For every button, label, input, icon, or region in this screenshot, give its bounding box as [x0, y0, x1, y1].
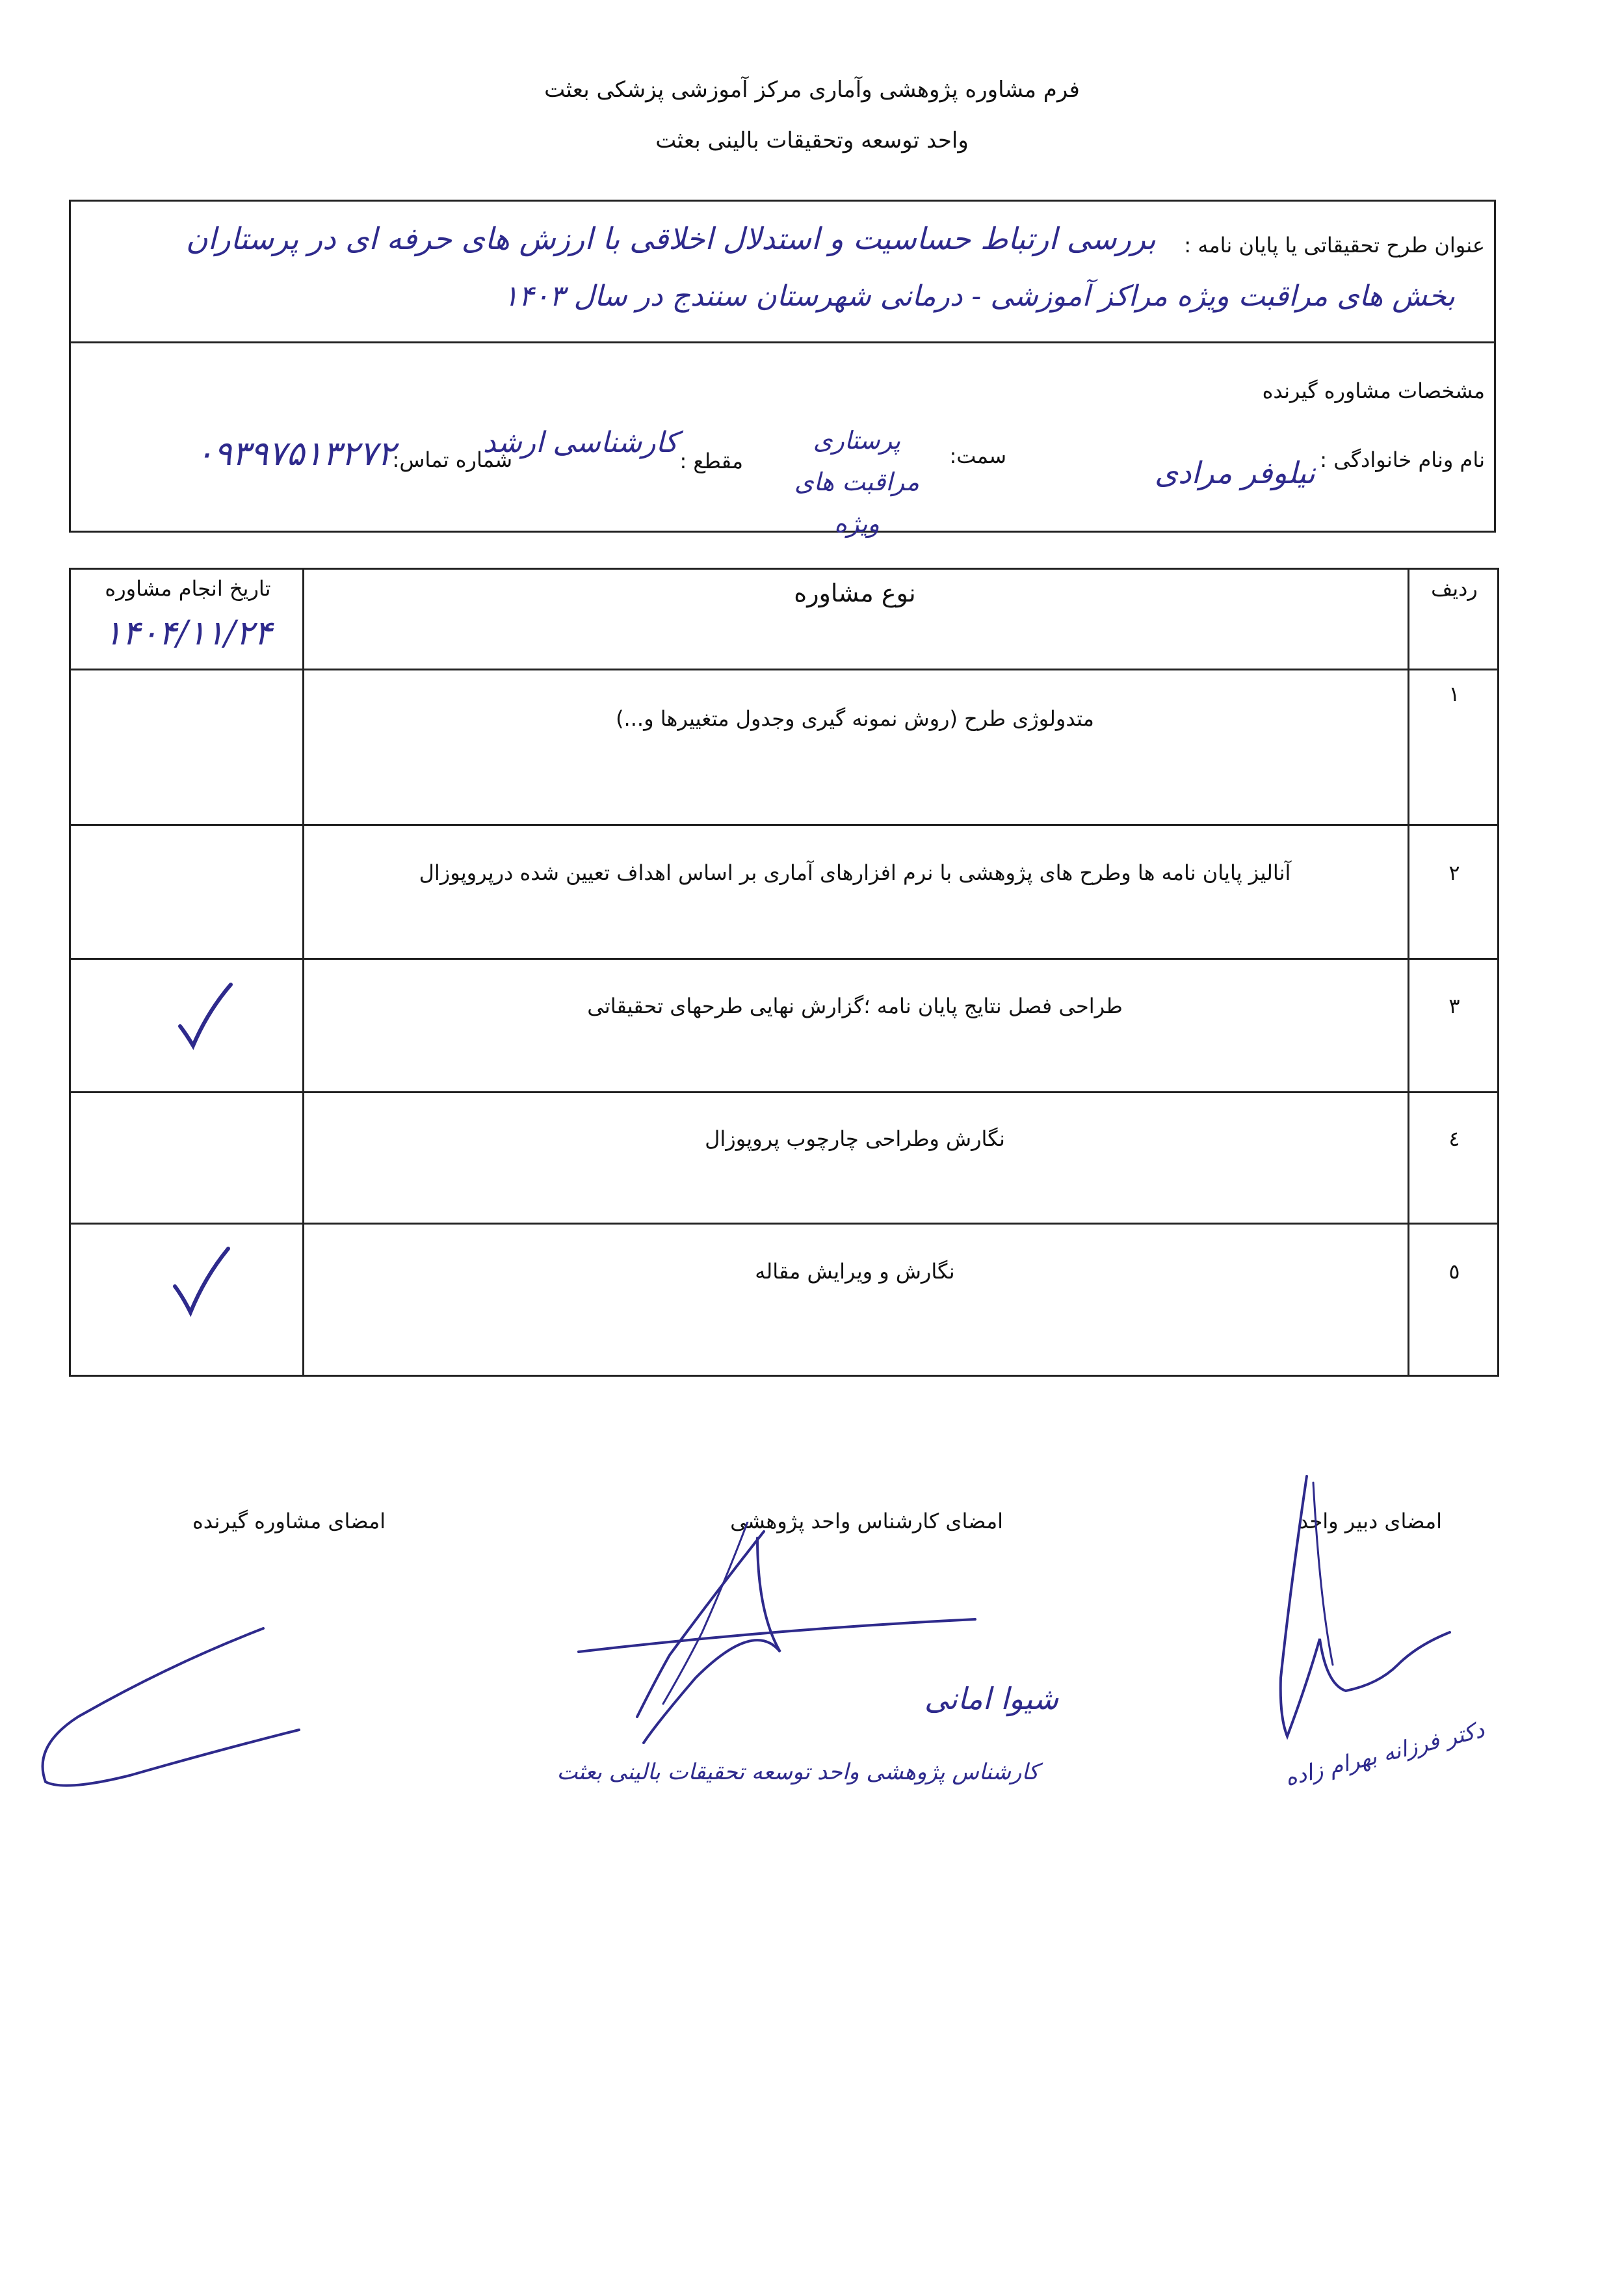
expert-handwritten-title: کارشناس پژوهشی واحد توسعه تحقیقات بالینی بعثت	[557, 1759, 1039, 1785]
row-4-topic: نگارش وطراحی چارچوب پروپوزال	[705, 1126, 1005, 1151]
phone-label: شماره تماس:	[392, 447, 512, 472]
header-consult-date: تاریخ انجام مشاوره	[105, 576, 271, 601]
director-signature-label: امضای دبیر واحد	[1298, 1509, 1442, 1533]
consultation-table	[69, 568, 1499, 1377]
director-signature	[1268, 1470, 1567, 1808]
row-4-no: ٤	[1448, 1126, 1460, 1151]
header-row-no: ردیف	[1431, 576, 1478, 601]
form-subtitle: واحد توسعه وتحقیقات بالینی بعثت	[655, 127, 969, 153]
expert-signature-label: امضای کارشناس واحد پژوهشی	[730, 1509, 1003, 1533]
row-3-no: ۳	[1448, 994, 1460, 1018]
research-title-handwritten-line2: بخش های مراقبت ویژه مراکز آموزشی - درمانی شهرستان سنندج در سال ۱۴۰۳	[503, 280, 1455, 313]
recipient-signature-label: امضای مشاوره گیرنده	[192, 1509, 386, 1533]
row-divider-header	[71, 669, 1497, 670]
expert-handwritten-name: شیوا امانی	[924, 1681, 1058, 1716]
phone-value: ۰۹۳۹۷۵۱۳۲۷۲	[195, 434, 395, 473]
row-5-topic: نگارش و ویرایش مقاله	[755, 1259, 955, 1284]
applicant-info-box	[69, 200, 1496, 538]
row-2-no: ۲	[1448, 860, 1460, 885]
row-3-checkmark-icon	[110, 973, 266, 1057]
consult-date-value: ۱۴۰۴/۱۱/۲۴	[103, 614, 272, 653]
name-value: نیلوفر مرادی	[1155, 455, 1315, 490]
col-divider-date	[302, 570, 304, 1375]
recipient-signature	[26, 1619, 325, 1801]
row-divider-2	[71, 958, 1497, 960]
row-divider-4	[71, 1223, 1497, 1225]
applicant-section-label: مشخصات مشاوره گیرنده	[1262, 378, 1485, 403]
row-5-checkmark-icon	[110, 1239, 266, 1324]
name-label: نام ونام خانوادگی :	[1320, 447, 1485, 472]
position-value: پرستاری مراقبت های ویژه	[794, 426, 920, 538]
row-5-no: ٥	[1448, 1259, 1460, 1284]
degree-value: کارشناسی ارشد	[482, 426, 678, 459]
row-divider-3	[71, 1091, 1497, 1093]
row-divider-1	[71, 824, 1497, 826]
expert-signature	[559, 1522, 1014, 1795]
row-2-topic: آنالیز پایان نامه ها وطرح های پژوهشی با نرم افزارهای آماری بر اساس اهداف تعیین شده درپروپوزال	[419, 860, 1291, 885]
row-1-topic: متدولوژی طرح (روش نمونه گیری وجدول متغییرها و...)	[616, 706, 1094, 731]
degree-label: مقطع :	[679, 449, 743, 473]
position-label: سمت:	[949, 444, 1006, 468]
info-divider	[71, 341, 1494, 343]
row-3-topic: طراحی فصل نتایج پایان نامه ؛گزارش نهایی طرحهای تحقیقاتی	[587, 994, 1123, 1018]
director-handwritten-name: دکتر فرزانه بهرام زاده	[1282, 1717, 1487, 1792]
row-1-no: ۱	[1448, 682, 1460, 706]
form-title: فرم مشاوره پژوهشی وآماری مرکز آموزشی پزشکی بعثت	[544, 77, 1080, 103]
header-consult-type: نوع مشاوره	[794, 579, 916, 607]
research-title-label: عنوان طرح تحقیقاتی یا پایان نامه :	[1184, 233, 1485, 258]
research-title-handwritten-line1: بررسی ارتباط حساسیت و استدلال اخلاقی با ارزش های حرفه ای در پرستاران	[185, 221, 1156, 256]
